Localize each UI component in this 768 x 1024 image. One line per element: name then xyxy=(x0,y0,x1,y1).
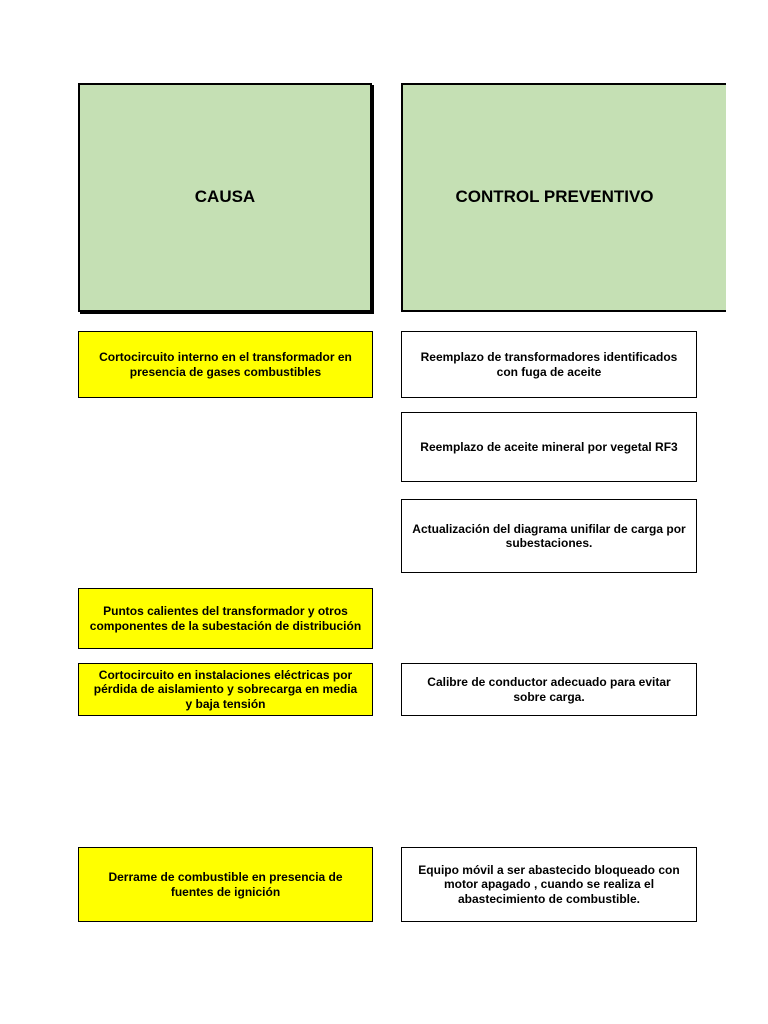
cause-box xyxy=(78,588,373,649)
cause-box xyxy=(78,847,373,922)
header-cause xyxy=(78,83,372,312)
cause-text: Cortocircuito en instalaciones eléctricas por pérdida de aislamiento y sobrecarga en media y baja tensión xyxy=(93,667,358,711)
control-box xyxy=(401,847,697,922)
cause-box xyxy=(78,331,373,398)
cause-text: Derrame de combustible en presencia de fuentes de ignición xyxy=(108,870,343,899)
control-box xyxy=(401,663,697,716)
control-text: Reemplazo de aceite mineral por vegetal RF3 xyxy=(420,439,678,454)
header-control xyxy=(401,83,726,312)
cause-text: Cortocircuito interno en el transformador en presencia de gases combustibles xyxy=(99,350,352,379)
control-box xyxy=(401,331,697,398)
cause-box xyxy=(78,663,373,716)
cause-text: Puntos calientes del transformador y otros componentes de la subestación de distribución xyxy=(89,604,362,633)
control-box xyxy=(401,412,697,482)
control-text: Actualización del diagrama unifilar de carga por subestaciones. xyxy=(412,521,686,550)
control-box xyxy=(401,499,697,573)
header-control-label: CONTROL PREVENTIVO xyxy=(455,187,654,207)
header-cause-label: CAUSA xyxy=(194,187,256,207)
control-text: Reemplazo de transformadores identificados con fuga de aceite xyxy=(420,350,678,379)
control-text: Equipo móvil a ser abastecido bloqueado con motor apagado , cuando se realiza el abastecimiento de combustible. xyxy=(418,862,680,906)
control-text: Calibre de conductor adecuado para evitar sobre carga. xyxy=(427,675,671,704)
